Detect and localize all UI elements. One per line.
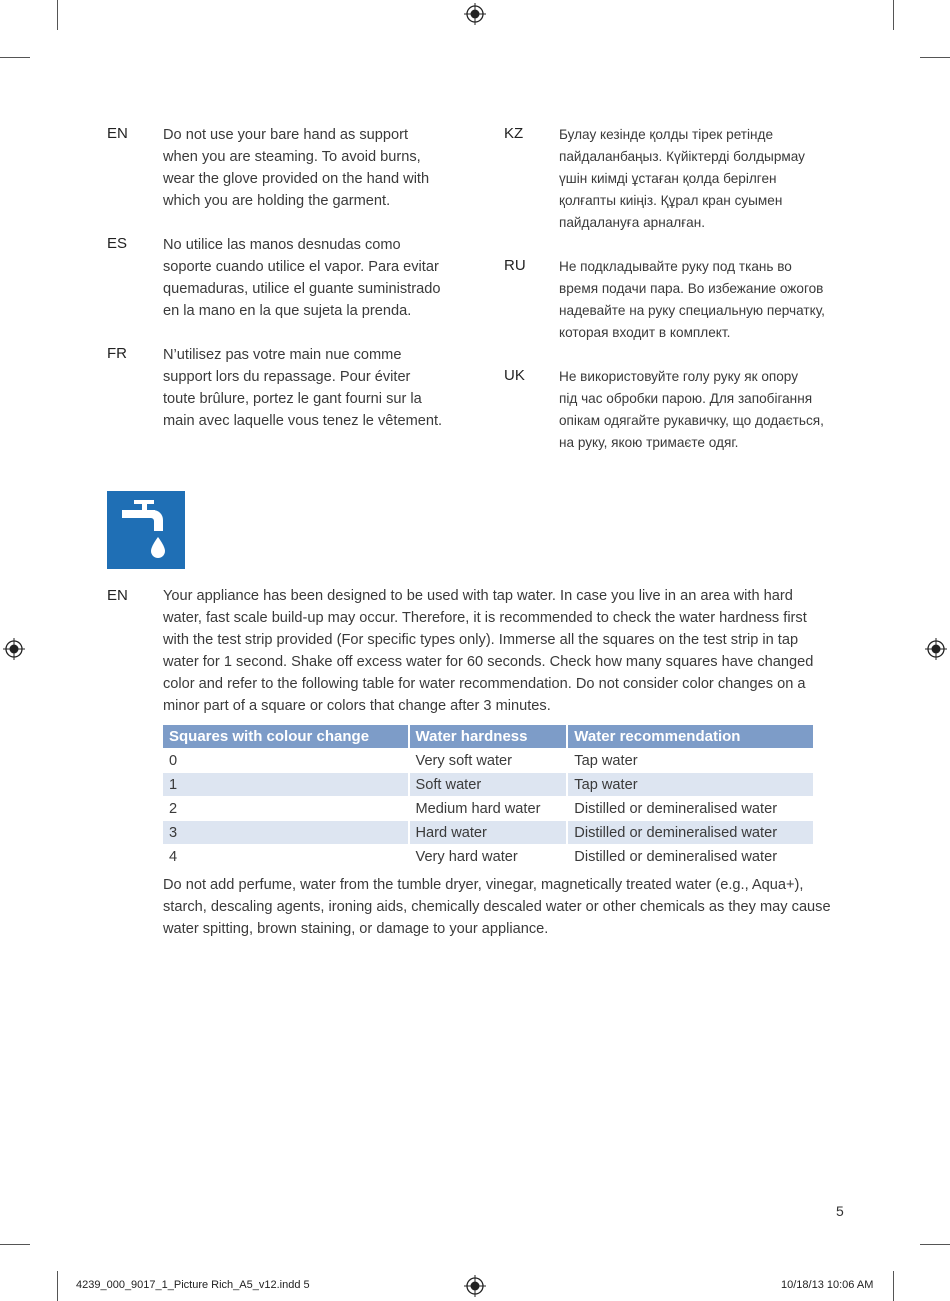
- warning-text-es: [163, 234, 440, 322]
- table-cell: Hard water: [409, 821, 568, 845]
- lang-code-uk: UK: [504, 367, 525, 384]
- slug-date: 10/18/13 10:06 AM: [781, 1279, 874, 1291]
- crop-mark: [920, 57, 950, 58]
- crop-mark: [57, 1271, 58, 1301]
- crop-mark: [893, 0, 894, 30]
- lang-code-en-water: EN: [107, 587, 128, 604]
- table-cell: Soft water: [409, 773, 568, 797]
- text-line: пайдалануға арналған.: [559, 215, 706, 230]
- text-line: toute brûlure, portez le gant fourni sur la: [163, 391, 422, 407]
- text-line: на руку, якою тримаєте одяг.: [559, 435, 739, 450]
- text-line: main avec laquelle vous tenez le vêtement.: [163, 413, 443, 429]
- table-row: [163, 749, 814, 773]
- text-line: Do not add perfume, water from the tumble dryer, vinegar, magnetically treated water (e.g., Aqua+),: [163, 877, 804, 893]
- crop-mark: [0, 57, 30, 58]
- table-header-cell: Water recommendation: [567, 725, 814, 749]
- text-line: үшін киімді ұстаған қолда берілген: [559, 171, 777, 186]
- crop-mark: [0, 1244, 30, 1245]
- water-hardness-table: [163, 725, 815, 868]
- table-row: [163, 845, 814, 869]
- text-line: support lors du repassage. Pour éviter: [163, 369, 411, 385]
- lang-code-en: EN: [107, 125, 128, 142]
- water-intro-text: [163, 585, 853, 717]
- slug-filename: 4239_000_9017_1_Picture Rich_A5_v12.indd 5: [76, 1279, 310, 1291]
- warning-text-ru: [559, 256, 825, 344]
- registration-mark-icon: [3, 638, 25, 660]
- text-line: Булау кезінде қолды тірек ретінде: [559, 127, 774, 142]
- text-line: soporte cuando utilice el vapor. Para evitar: [163, 259, 439, 275]
- table-cell: 0: [163, 749, 409, 773]
- tap-water-icon: [107, 491, 185, 569]
- text-line: minor part of a square or colors that change after 3 minutes.: [163, 698, 551, 714]
- text-line: starch, descaling agents, ironing aids, chemically descaled water or other chemicals as they may cause: [163, 899, 831, 915]
- text-line: wear the glove provided on the hand with: [163, 171, 430, 187]
- text-line: время подачи пара. Во избежание ожогов: [559, 281, 824, 296]
- table-cell: 4: [163, 845, 409, 869]
- text-line: en la mano en la que sujeta la prenda.: [163, 303, 412, 319]
- page-number: 5: [836, 1203, 844, 1219]
- text-line: Do not use your bare hand as support: [163, 127, 409, 143]
- registration-mark-icon: [464, 1275, 486, 1297]
- table-cell: Distilled or demineralised water: [567, 845, 814, 869]
- table-cell: Tap water: [567, 749, 814, 773]
- table-cell: Distilled or demineralised water: [567, 821, 814, 845]
- warning-text-uk: [559, 366, 824, 454]
- lang-code-ru: RU: [504, 257, 526, 274]
- table-cell: 3: [163, 821, 409, 845]
- registration-mark-icon: [925, 638, 947, 660]
- text-line: під час обробки парою. Для запобігання: [559, 391, 813, 406]
- text-line: қолғапты киіңіз. Құрал кран суымен: [559, 193, 783, 208]
- text-line: Your appliance has been designed to be used with tap water. In case you live in an area with hard: [163, 588, 793, 604]
- table-header-cell: Water hardness: [409, 725, 568, 749]
- lang-code-fr: FR: [107, 345, 127, 362]
- text-line: пайдаланбаңыз. Күйіктерді болдырмау: [559, 149, 805, 164]
- text-line: color and refer to the following table for water recommendation. Do not consider color changes on a: [163, 676, 806, 692]
- table-cell: Medium hard water: [409, 797, 568, 821]
- lang-code-es: ES: [107, 235, 128, 252]
- water-note-text: [163, 874, 853, 940]
- text-line: No utilice las manos desnudas como: [163, 237, 401, 253]
- text-line: water, fast scale build-up may occur. Therefore, it is recommended to check the water hardness first: [163, 610, 807, 626]
- table-cell: Distilled or demineralised water: [567, 797, 814, 821]
- registration-mark-icon: [464, 3, 486, 25]
- table-cell: Very soft water: [409, 749, 568, 773]
- text-line: which you are holding the garment.: [163, 193, 391, 209]
- text-line: N’utilisez pas votre main nue comme: [163, 347, 402, 363]
- text-line: Не подкладывайте руку под ткань во: [559, 259, 792, 274]
- text-line: надевайте на руку специальную перчатку,: [559, 303, 825, 318]
- table-cell: Tap water: [567, 773, 814, 797]
- text-line: Не використовуйте голу руку як опору: [559, 369, 799, 384]
- crop-mark: [57, 0, 58, 30]
- text-line: water for 1 second. Shake off excess water for 60 seconds. Check how many squares have changed: [163, 654, 814, 670]
- table-header-row: [163, 725, 814, 749]
- table-header-cell: Squares with colour change: [163, 725, 409, 749]
- crop-mark: [920, 1244, 950, 1245]
- warning-text-en: [163, 124, 429, 212]
- text-line: quemaduras, utilice el guante suministrado: [163, 281, 441, 297]
- lang-code-kz: KZ: [504, 125, 524, 142]
- text-line: water spitting, brown staining, or damage to your appliance.: [163, 921, 549, 937]
- warning-text-fr: [163, 344, 442, 432]
- table-row: [163, 773, 814, 797]
- warning-text-kz: [559, 124, 805, 234]
- table-cell: Very hard water: [409, 845, 568, 869]
- text-line: которая входит в комплект.: [559, 325, 731, 340]
- text-line: опікам одягайте рукавичку, що додається,: [559, 413, 824, 428]
- crop-mark: [893, 1271, 894, 1301]
- table-row: [163, 797, 814, 821]
- text-line: when you are steaming. To avoid burns,: [163, 149, 421, 165]
- table-row: [163, 821, 814, 845]
- table-cell: 1: [163, 773, 409, 797]
- table-cell: 2: [163, 797, 409, 821]
- text-line: with the test strip provided (For specific types only). Immerse all the squares on the test strip in tap: [163, 632, 799, 648]
